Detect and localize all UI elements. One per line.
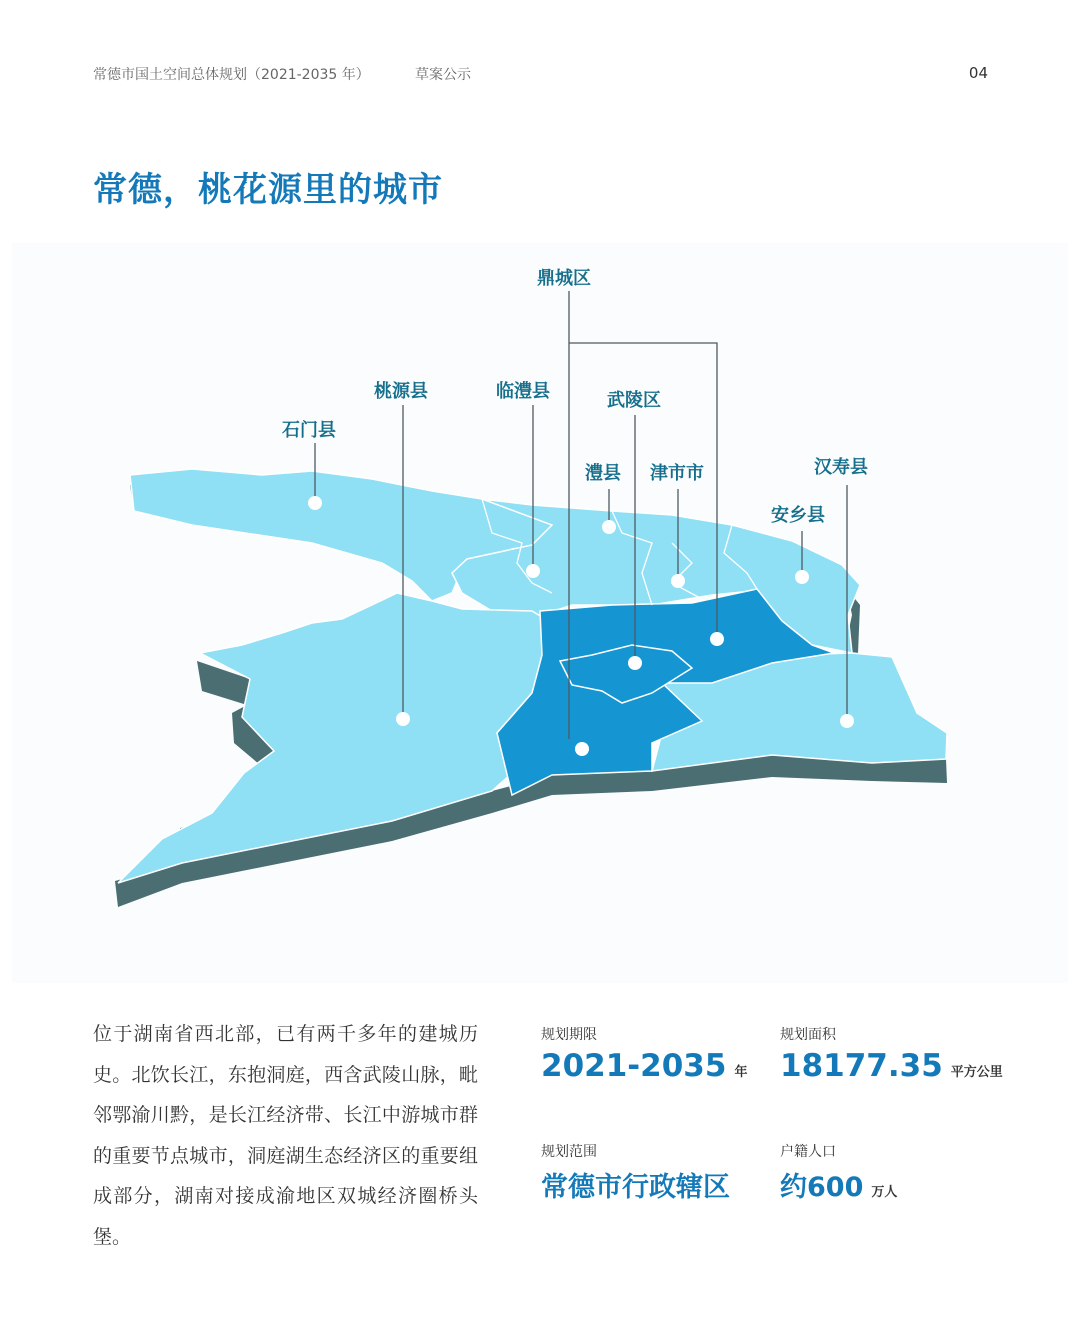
page-header	[93, 62, 988, 86]
jinshi-marker	[671, 574, 685, 588]
label-anxiang: 安乡县	[771, 505, 825, 526]
document-title: 常德市国土空间总体规划（2021-2035 年）	[93, 67, 370, 83]
dingcheng-marker	[575, 742, 589, 756]
stat-scope-label: 规划范围	[541, 1144, 597, 1160]
page-number: 04	[968, 64, 988, 82]
map-panel	[12, 243, 1068, 983]
dingcheng-north-marker	[710, 632, 724, 646]
stat-area	[780, 1024, 1003, 1084]
label-shimen: 石门县	[282, 420, 336, 441]
changde-map	[12, 243, 1068, 983]
stat-period-label: 规划期限	[541, 1027, 597, 1043]
stat-period-unit: 年	[734, 1065, 748, 1080]
label-taoyuan: 桃源县	[374, 381, 428, 402]
stat-scope	[541, 1141, 730, 1204]
stat-population-unit: 万人	[871, 1185, 898, 1200]
stat-scope-value: 常德市行政辖区	[541, 1172, 730, 1203]
label-dingcheng: 鼎城区	[537, 268, 591, 289]
wuling-marker	[628, 656, 642, 670]
stat-area-unit: 平方公里	[950, 1065, 1003, 1080]
stat-period-value: 2021-2035	[541, 1048, 727, 1084]
label-linli: 临澧县	[496, 381, 550, 402]
linli-marker	[526, 564, 540, 578]
label-hanshou: 汉寿县	[814, 457, 868, 478]
label-lixian: 澧县	[585, 463, 621, 484]
stat-population-value: 约600	[780, 1172, 864, 1203]
label-wuling: 武陵区	[607, 390, 661, 411]
taoyuan-marker	[396, 712, 410, 726]
anxiang-marker	[795, 570, 809, 584]
shimen-marker	[308, 496, 322, 510]
page-title: 常德，桃花源里的城市	[93, 170, 443, 210]
stat-population	[780, 1141, 897, 1204]
stat-period	[541, 1024, 747, 1084]
status-label: 草案公示	[415, 67, 471, 83]
city-description: 位于湖南省西北部，已有两千多年的建城历史。北饮长江，东抱洞庭，西含武陵山脉，毗邻鄂渝川黔，是长江经济带、长江中游城市群的重要节点城市，洞庭湖生态经济区的重要组成部分，湖南对接成渝地区双城经济圈桥头堡。	[93, 1023, 478, 1248]
stat-area-label: 规划面积	[780, 1027, 836, 1043]
hanshou-marker	[840, 714, 854, 728]
stat-population-label: 户籍人口	[780, 1144, 836, 1160]
label-jinshi: 津市市	[650, 463, 704, 484]
stat-area-value: 18177.35	[780, 1048, 943, 1084]
lixian-marker	[602, 520, 616, 534]
